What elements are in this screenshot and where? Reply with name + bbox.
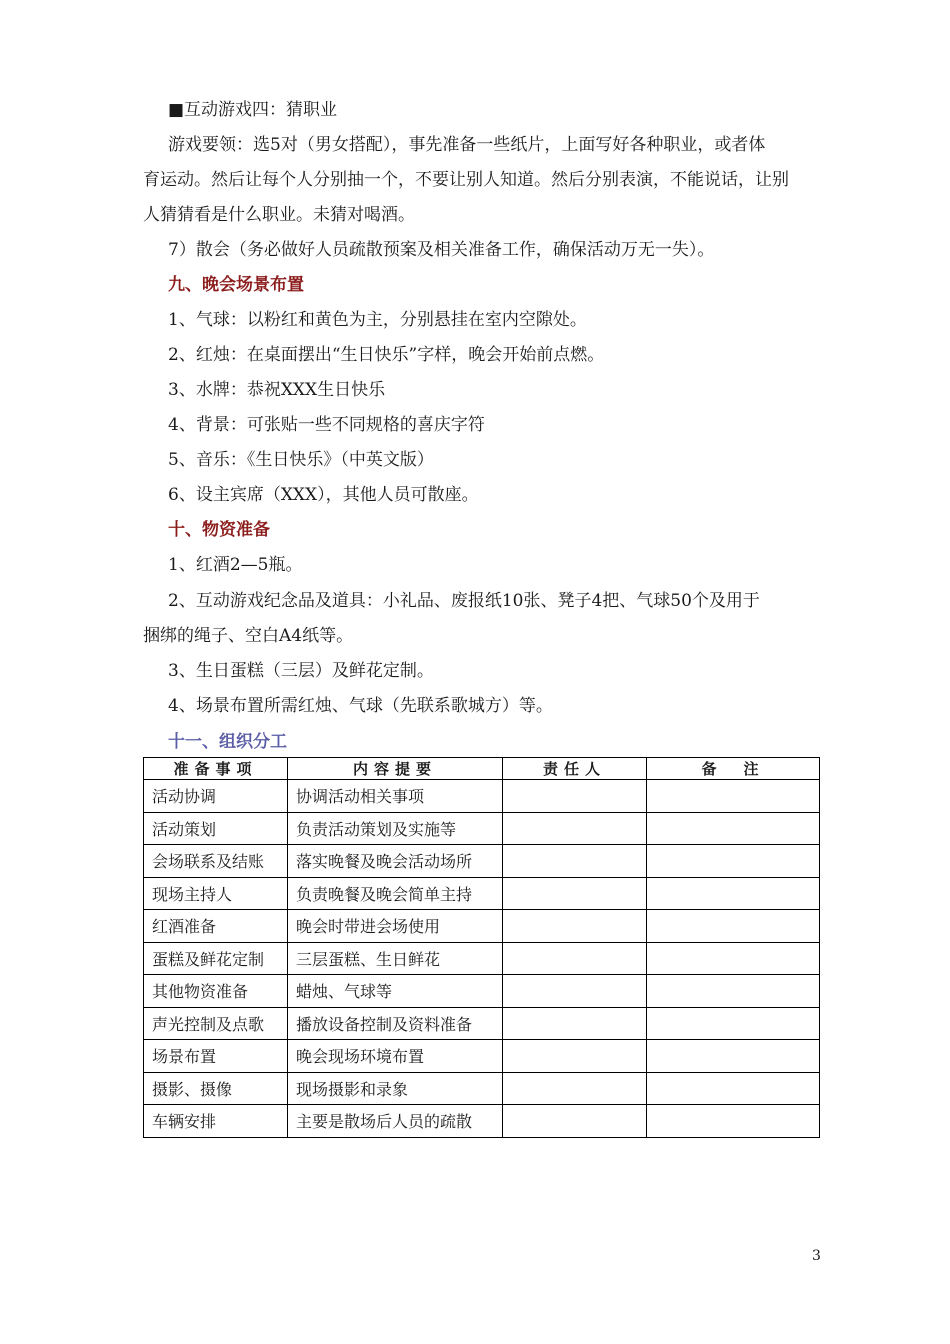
table-row [144,812,820,845]
table-row [144,877,820,910]
cell-content: 协调活动相关事项 [288,780,503,813]
cell-responsible [503,812,647,845]
cell-item: 车辆安排 [144,1105,288,1138]
game4-paragraph-line2: 育运动。然后让每个人分别抽一个，不要让别人知道。然后分别表演，不能说话，让别 [143,170,789,190]
cell-responsible [503,1040,647,1073]
cell-item: 活动协调 [144,780,288,813]
cell-responsible [503,942,647,975]
cell-notes [647,780,820,813]
cell-notes [647,910,820,943]
header-prep-item: 准备事项 [144,758,288,780]
section10-item4: 4、场景布置所需红烛、气球（先联系歌城方）等。 [168,696,553,716]
section10-item2-line2: 捆绑的绳子、空白A4纸等。 [143,626,354,646]
table-row [144,1072,820,1105]
organization-table [143,757,820,1138]
cell-responsible [503,780,647,813]
cell-item: 声光控制及点歌 [144,1007,288,1040]
section9-item: 2、红烛：在桌面摆出“生日快乐”字样，晚会开始前点燃。 [168,345,605,365]
cell-notes [647,942,820,975]
cell-notes [647,1040,820,1073]
section10-item2-line1: 2、互动游戏纪念品及道具：小礼品、废报纸10张、凳子4把、气球50个及用于 [168,591,760,611]
section9-item: 6、设主宾席（XXX），其他人员可散座。 [168,485,479,505]
cell-item: 其他物资准备 [144,975,288,1008]
page-number: 3 [812,1248,821,1264]
cell-item: 蛋糕及鲜花定制 [144,942,288,975]
cell-responsible [503,877,647,910]
section10-item1: 1、红酒2—5瓶。 [168,555,303,575]
cell-content: 现场摄影和录象 [288,1072,503,1105]
cell-responsible [503,910,647,943]
table-row [144,1040,820,1073]
cell-notes [647,877,820,910]
section10-item3: 3、生日蛋糕（三层）及鲜花定制。 [168,661,434,681]
cell-notes [647,812,820,845]
section9-item: 3、水牌：恭祝XXX生日快乐 [168,380,386,400]
table-row [144,910,820,943]
cell-content: 落实晚餐及晚会活动场所 [288,845,503,878]
cell-responsible [503,1007,647,1040]
cell-item: 红酒准备 [144,910,288,943]
cell-content: 三层蛋糕、生日鲜花 [288,942,503,975]
closing-paragraph: 7）散会（务必做好人员疏散预案及相关准备工作，确保活动万无一失）。 [168,240,715,260]
cell-responsible [503,1105,647,1138]
cell-content: 晚会时带进会场使用 [288,910,503,943]
cell-item: 场景布置 [144,1040,288,1073]
header-responsible: 责任人 [503,758,647,780]
cell-item: 会场联系及结账 [144,845,288,878]
cell-content: 晚会现场环境布置 [288,1040,503,1073]
cell-item: 活动策划 [144,812,288,845]
cell-notes [647,1007,820,1040]
cell-item: 摄影、摄像 [144,1072,288,1105]
cell-content: 主要是散场后人员的疏散 [288,1105,503,1138]
cell-notes [647,975,820,1008]
table-row [144,780,820,813]
header-content: 内容提要 [288,758,503,780]
table-row [144,1007,820,1040]
cell-notes [647,845,820,878]
section10-heading: 十、物资准备 [168,520,270,540]
header-notes: 备 注 [647,758,820,780]
table-row [144,1105,820,1138]
table-header-row [144,758,820,780]
cell-content: 播放设备控制及资料准备 [288,1007,503,1040]
section9-item: 4、背景：可张贴一些不同规格的喜庆字符 [168,415,485,435]
cell-content: 蜡烛、气球等 [288,975,503,1008]
cell-responsible [503,845,647,878]
cell-responsible [503,975,647,1008]
game4-paragraph-line1: 游戏要领：选5对（男女搭配），事先准备一些纸片，上面写好各种职业，或者体 [168,135,766,155]
table-row [144,845,820,878]
section11-heading: 十一、组织分工 [168,732,287,752]
cell-notes [647,1072,820,1105]
section9-item: 1、气球：以粉红和黄色为主，分别悬挂在室内空隙处。 [168,310,587,330]
game4-title: ■互动游戏四：猜职业 [168,100,338,120]
cell-responsible [503,1072,647,1105]
table-row [144,975,820,1008]
cell-content: 负责活动策划及实施等 [288,812,503,845]
cell-content: 负责晚餐及晚会简单主持 [288,877,503,910]
game4-paragraph-line3: 人猜猜看是什么职业。未猜对喝酒。 [143,205,415,225]
section9-item: 5、音乐：《生日快乐》（中英文版） [168,450,434,470]
cell-notes [647,1105,820,1138]
section9-heading: 九、晚会场景布置 [168,275,304,295]
cell-item: 现场主持人 [144,877,288,910]
table-row [144,942,820,975]
